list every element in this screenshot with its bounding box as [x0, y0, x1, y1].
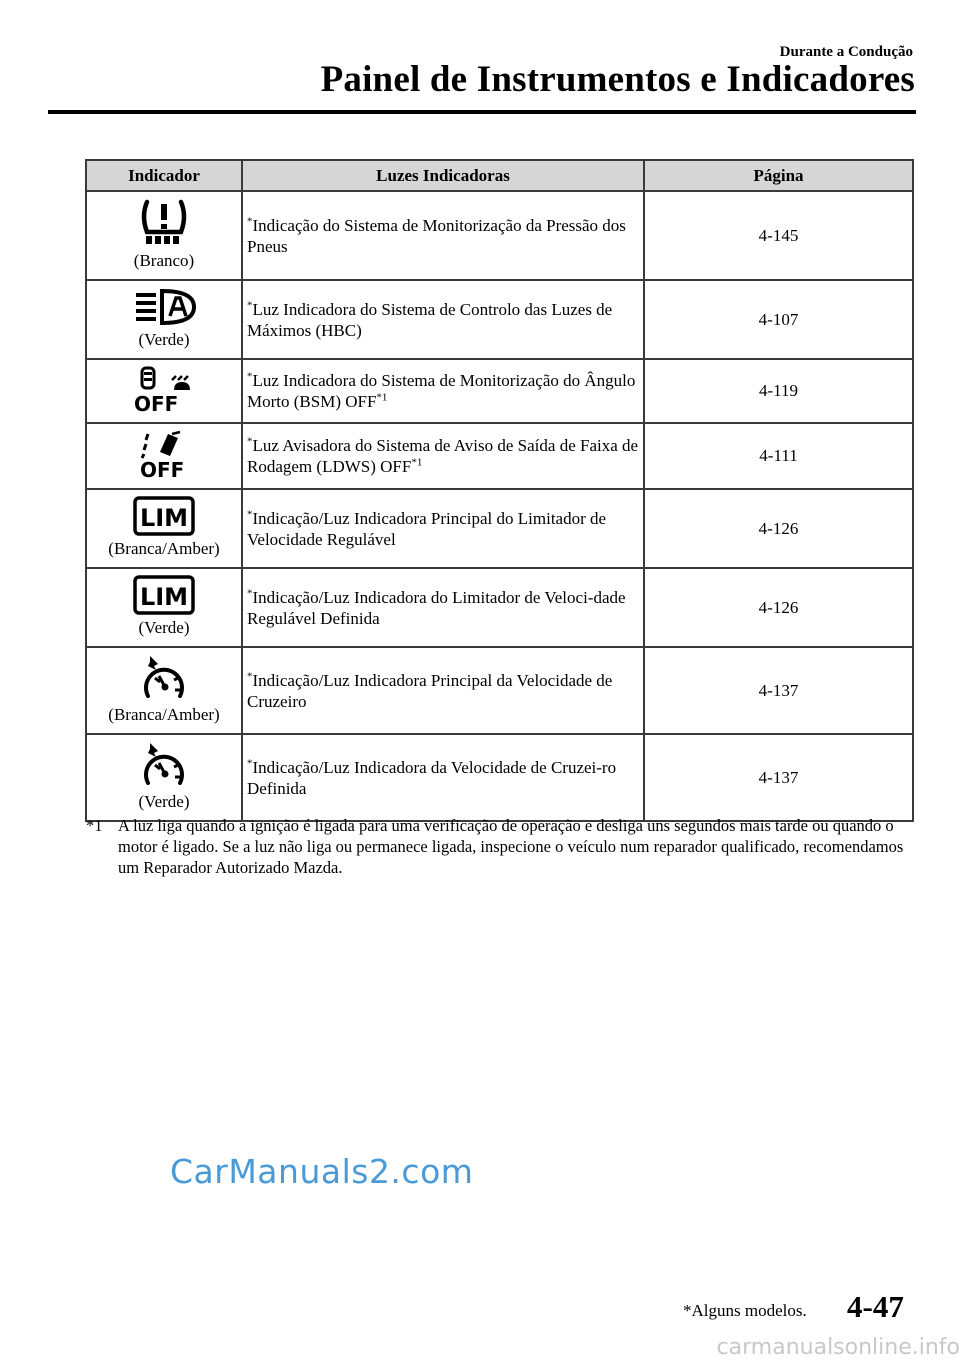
color-label: (Branca/Amber) — [108, 539, 220, 558]
description-cell — [242, 191, 644, 280]
table-row — [86, 359, 913, 423]
page-cell: 4-119 — [644, 359, 913, 423]
footer-site: carmanualsonline.info — [716, 1335, 960, 1360]
lim-icon — [133, 496, 195, 536]
description-cell — [242, 423, 644, 489]
footnote-text: A luz liga quando a ignição é ligada para uma verificação de operação e desliga uns segundos mais tarde ou quando o motor é ligado. Se a luz não liga ou permanece ligada, inspecione o veículo num reparador qualificado, recomendamos um Reparador Autorizado Mazda. — [118, 816, 904, 877]
description-cell — [242, 734, 644, 821]
ldws-off-icon — [138, 430, 190, 480]
description-cell — [242, 568, 644, 647]
footnote-ref: *1 — [376, 391, 388, 404]
models-asterisk: * — [247, 669, 253, 682]
cruise-control-icon — [138, 741, 190, 789]
description: Luz Avisadora do Sistema de Aviso de Saída de Faixa de Rodagem (LDWS) OFF — [247, 436, 639, 476]
description-text — [247, 370, 639, 412]
watermark: CarManuals2.com — [170, 1152, 474, 1191]
title-rule — [48, 110, 916, 114]
footnote — [86, 815, 916, 878]
color-label: (Branco) — [133, 251, 195, 270]
description-text — [247, 508, 639, 550]
indicator-cell — [86, 734, 242, 821]
models-asterisk: * — [247, 214, 253, 227]
table-row — [86, 734, 913, 821]
footnote-mark: *1 — [86, 816, 103, 835]
svg-text:OFF: OFF — [134, 392, 179, 414]
footnote-ref: *1 — [411, 456, 423, 469]
table-row — [86, 489, 913, 568]
page-cell: 4-137 — [644, 647, 913, 734]
description-text — [247, 215, 639, 257]
color-label: (Verde) — [138, 618, 190, 637]
description-cell — [242, 280, 644, 359]
indicator-cell — [86, 191, 242, 280]
page-title: Painel de Instrumentos e Indicadores — [320, 59, 915, 100]
description: Indicação/Luz Indicadora do Limitador de Veloci-dade Regulável Definida — [247, 587, 626, 628]
color-label: (Verde) — [138, 330, 190, 349]
indicator-cell — [86, 280, 242, 359]
lim-icon — [133, 575, 195, 615]
header-page: Página — [644, 160, 913, 191]
tire-pressure-warning-icon — [138, 198, 190, 248]
header-indicator: Indicador — [86, 160, 242, 191]
description-text — [247, 670, 639, 712]
page-cell: 4-111 — [644, 423, 913, 489]
indicator-cell — [86, 647, 242, 734]
indicator-table — [85, 159, 914, 822]
description-text — [247, 299, 639, 341]
models-asterisk: * — [247, 586, 253, 599]
description: Luz Indicadora do Sistema de Controlo das Luzes de Máximos (HBC) — [247, 299, 613, 340]
models-asterisk: * — [247, 435, 253, 448]
description-cell — [242, 647, 644, 734]
description-text — [247, 757, 639, 799]
color-label: (Verde) — [138, 792, 190, 811]
cruise-control-icon — [138, 654, 190, 702]
page-cell: 4-145 — [644, 191, 913, 280]
indicator-cell — [86, 568, 242, 647]
indicator-cell — [86, 489, 242, 568]
table-row — [86, 423, 913, 489]
high-beam-control-icon — [132, 287, 196, 327]
section-heading: Durante a Condução — [779, 44, 913, 60]
description-cell — [242, 489, 644, 568]
description: Luz Indicadora do Sistema de Monitorização do Ângulo Morto (BSM) OFF — [247, 371, 636, 411]
models-asterisk: * — [247, 507, 253, 520]
models-asterisk: * — [247, 756, 253, 769]
table-row — [86, 191, 913, 280]
description-text — [247, 435, 639, 477]
description: Indicação do Sistema de Monitorização da Pressão dos Pneus — [247, 215, 626, 256]
description: Indicação/Luz Indicadora Principal do Limitador de Velocidade Regulável — [247, 508, 607, 549]
page-cell: 4-126 — [644, 568, 913, 647]
color-label: (Branca/Amber) — [108, 705, 220, 724]
page-cell: 4-107 — [644, 280, 913, 359]
header-lights: Luzes Indicadoras — [242, 160, 644, 191]
table-header-row — [86, 160, 913, 191]
models-note: *Alguns modelos. — [683, 1301, 807, 1320]
table-row — [86, 568, 913, 647]
page-number: 4-47 — [847, 1289, 904, 1324]
svg-text:LIM: LIM — [139, 583, 189, 611]
svg-text:LIM: LIM — [139, 504, 189, 532]
description: Indicação/Luz Indicadora da Velocidade de Cruzei-ro Definida — [247, 757, 617, 798]
page-cell: 4-126 — [644, 489, 913, 568]
models-asterisk: * — [247, 298, 253, 311]
indicator-cell — [86, 423, 242, 489]
table-row — [86, 647, 913, 734]
svg-text:OFF: OFF — [140, 458, 185, 480]
description-cell — [242, 359, 644, 423]
description-text — [247, 587, 639, 629]
bsm-off-icon — [132, 366, 196, 414]
page-cell: 4-137 — [644, 734, 913, 821]
description: Indicação/Luz Indicadora Principal da Velocidade de Cruzeiro — [247, 670, 613, 711]
table-row — [86, 280, 913, 359]
indicator-cell — [86, 359, 242, 423]
models-asterisk: * — [247, 370, 253, 383]
